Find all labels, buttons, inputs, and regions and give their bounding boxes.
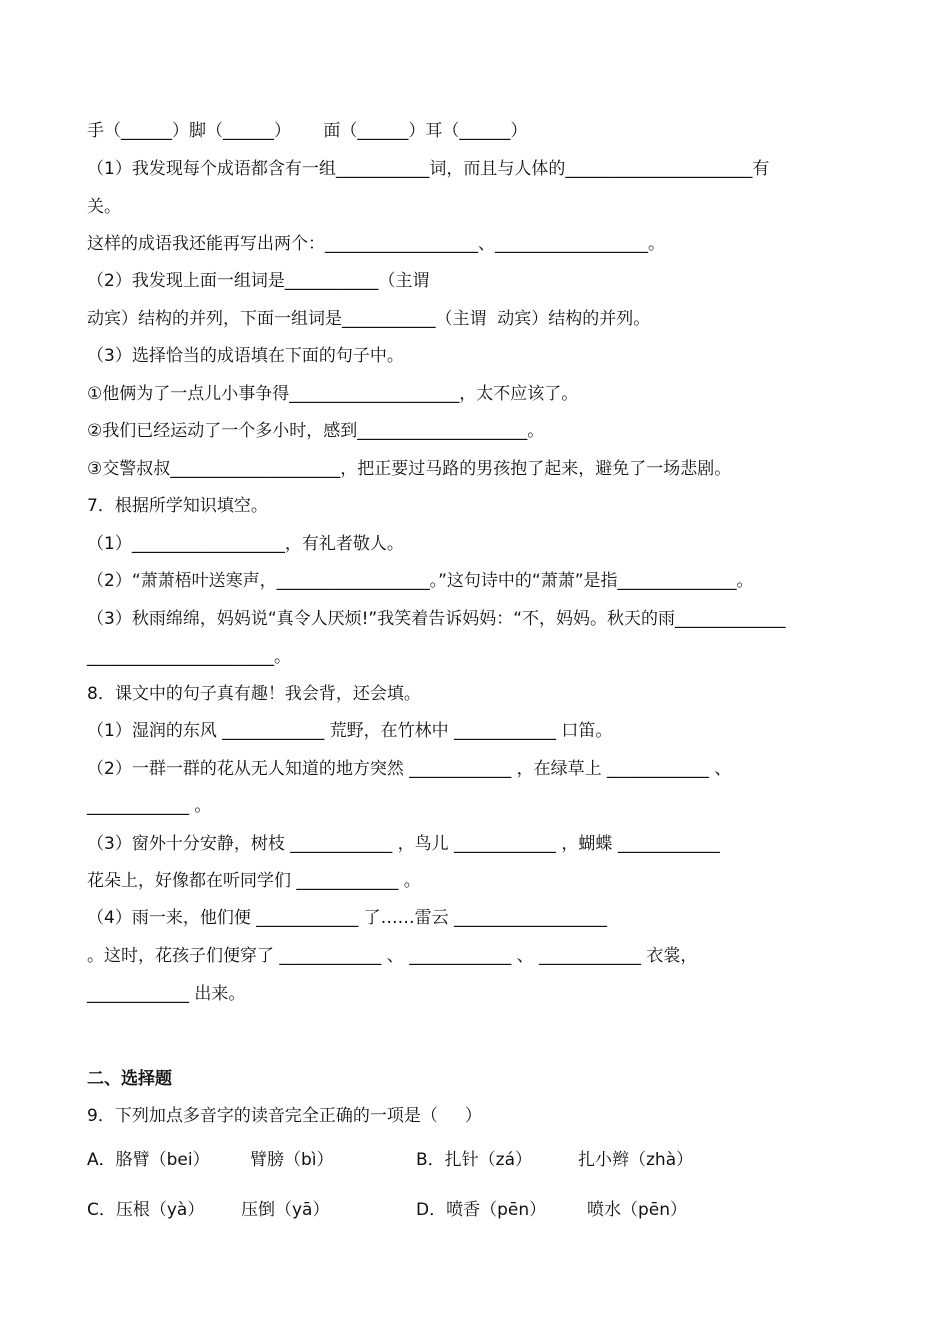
- q8-part4: （4）雨一来，他们便 ____________ 了……雷云 __________________: [87, 908, 608, 928]
- q8-part2-cont: ____________ 。: [87, 796, 212, 816]
- option-d-item2: 喷水（pēn）: [587, 1200, 688, 1220]
- q7-part3-cont: ______________________。: [87, 647, 291, 667]
- q6-extra-idioms-line: 这样的成语我还能再写出两个：__________________、__________________。: [87, 234, 665, 254]
- q6-part1-cont: 关。: [87, 197, 121, 217]
- q8-part3: （3）窗外十分安静，树枝 ____________ ，鸟儿 ____________ ，蝴蝶 ____________: [87, 834, 720, 854]
- q7-part2: （2）“萧萧梧叶送寒声，__________________。”这句诗中的“萧萧”是指______________。: [87, 571, 754, 591]
- q8-part3-cont: 花朵上，好像都在听同学们 ____________ 。: [87, 871, 421, 891]
- q7-title: 7．根据所学知识填空。: [87, 496, 268, 516]
- q6-part2-cont: 动宾）结构的并列，下面一组词是___________（主谓 动宾）结构的并列。: [87, 309, 651, 329]
- idiom-blanks-line: 手（______）脚（______） 面（______）耳（______）: [87, 121, 528, 141]
- q6-sentence-3: ③交警叔叔____________________，把正要过马路的男孩抱了起来，避免了一场悲剧。: [87, 459, 732, 479]
- option-b-item1: B．扎针（zá）: [416, 1150, 533, 1170]
- q8-title: 8．课文中的句子真有趣！我会背，还会填。: [87, 684, 421, 704]
- q8-part1: （1）湿润的东风 ____________ 荒野，在竹林中 ____________ 口笛。: [87, 721, 613, 741]
- q6-part1-line: （1）我发现每个成语都含有一组___________词，而且与人体的______________________有: [87, 159, 770, 179]
- q6-sentence-2: ②我们已经运动了一个多小时，感到____________________。: [87, 421, 545, 441]
- q8-part4-cont2: ____________ 出来。: [87, 984, 246, 1004]
- q8-part4-cont1: 。这时，花孩子们便穿了 ____________ 、 ____________ 、 ____________ 衣裳，: [87, 946, 698, 966]
- q6-part2-line: （2）我发现上面一组词是___________（主谓: [87, 271, 430, 291]
- option-c-item1: C．压根（yà）: [87, 1200, 205, 1220]
- q8-part2: （2）一群一群的花从无人知道的地方突然 ____________ ，在绿草上 ____________ 、: [87, 759, 732, 779]
- option-a-item2: 臂膀（bì）: [250, 1150, 334, 1170]
- q6-part3-line: （3）选择恰当的成语填在下面的句子中。: [87, 346, 404, 366]
- q6-sentence-1: ①他俩为了一点儿小事争得____________________，太不应该了。: [87, 384, 579, 404]
- section-title: 二、选择题: [87, 1069, 172, 1089]
- question-9: 9．下列加点多音字的读音完全正确的一项是（ ）: [87, 1106, 482, 1126]
- q7-part1: （1）__________________，有礼者敬人。: [87, 534, 404, 554]
- option-c-item2: 压倒（yā）: [241, 1200, 330, 1220]
- q7-part3: （3）秋雨绵绵，妈妈说“真令人厌烦!”我笑着告诉妈妈：“不，妈妈。秋天的雨_____________: [87, 609, 786, 629]
- option-b-item2: 扎小辫（zhà）: [578, 1150, 694, 1170]
- option-d-item1: D．喷香（pēn）: [416, 1200, 547, 1220]
- option-a-item1: A．胳臂（bei）: [87, 1150, 210, 1170]
